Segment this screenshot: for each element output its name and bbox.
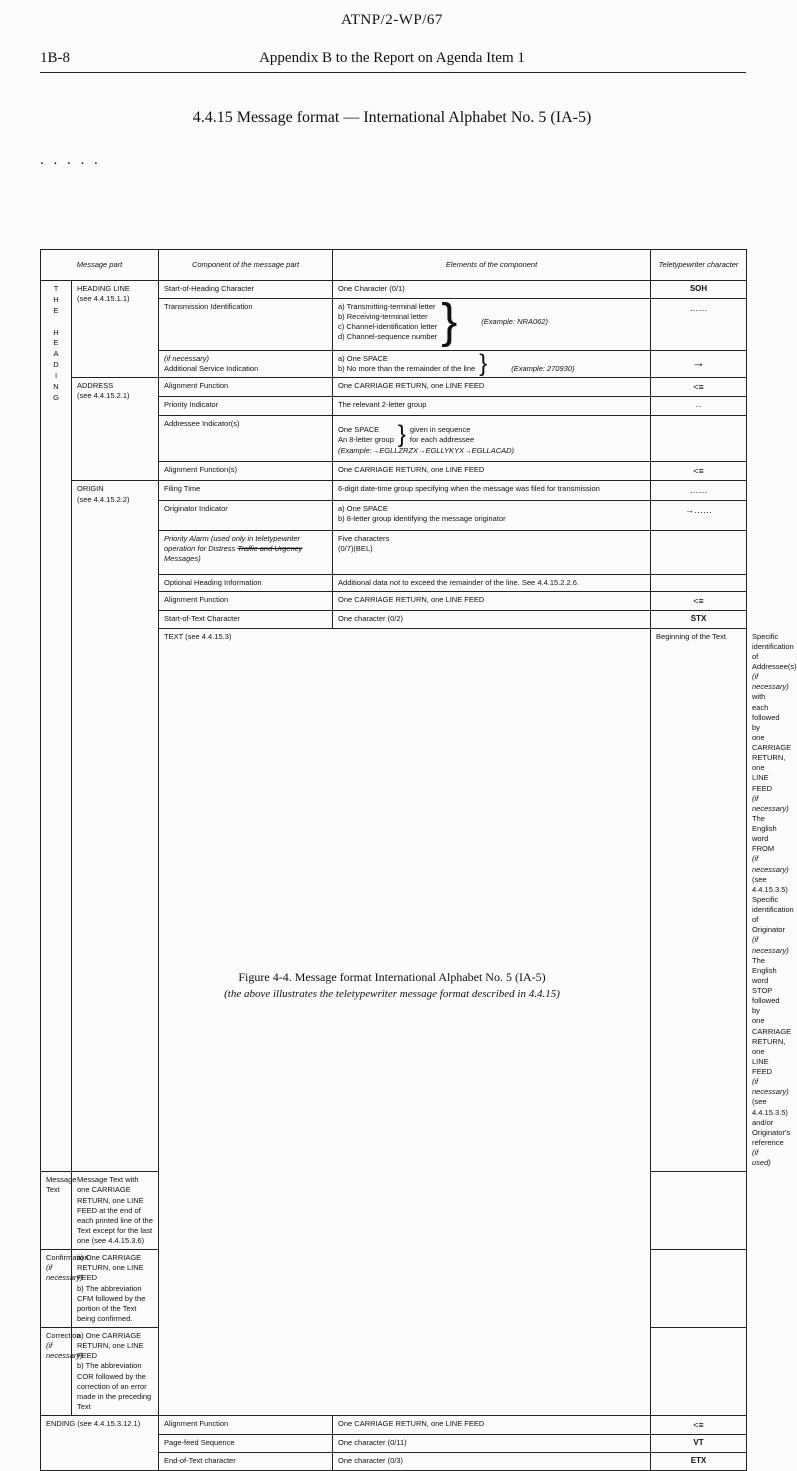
message-format-table: [40, 249, 797, 1471]
heading-vertical-label: T H E H E A D I N G: [41, 281, 72, 1172]
table-row: Correction (if necessary) a) One CARRIAGE RETURN, one LINE FEED b) The abbreviation COR followed by the correction of an error made in the preceding Text: [41, 1328, 747, 1416]
figure-caption: Figure 4-4. Message format International Alphabet No. 5 (IA-5): [238, 970, 546, 984]
header-component: Component of the message part: [159, 250, 333, 281]
table-row: Alignment Function(s) One CARRIAGE RETURN, one LINE FEED <≡: [41, 462, 747, 481]
table-row: ENDING (see 4.4.15.3.12.1) Alignment Function One CARRIAGE RETURN, one LINE FEED <≡: [41, 1416, 747, 1435]
table-row: End-of-Text character One character (0/3) ETX: [41, 1452, 747, 1470]
table-header-row: [41, 250, 747, 281]
table-row: ADDRESS (see 4.4.15.2.1) Alignment Function One CARRIAGE RETURN, one LINE FEED <≡: [41, 378, 747, 397]
table-row: Priority Alarm (used only in teletypewriter operation for Distress Traffic and Urgency Messages) Five characters (0/7)(BEL): [41, 530, 747, 574]
figure-subcaption: (the above illustrates the teletypewriter message format described in 4.4.15): [224, 988, 560, 1000]
table-row: ORIGIN (see 4.4.15.2.2) Filing Time 6-digit date-time group specifying when the message was filed for transmission ……: [41, 481, 747, 500]
text-part: TEXT (see 4.4.15.3): [159, 628, 651, 1415]
table-row: Priority Indicator The relevant 2-letter group ··: [41, 397, 747, 416]
table-row: T H E H E A D I N G HEADING LINE (see 4.4.15.1.1) Start-of-Heading Character One Character (0/1) SOH: [41, 281, 747, 299]
table-row: Addressee Indicator(s) One SPACE An 8-letter group } given in sequence for each addressee (Example:→EGLLZRZX→EGLLYKYX→EGLLACAD): [41, 416, 747, 462]
table-row: Start-of-Text Character One character (0/2) STX: [41, 610, 747, 628]
header-rule: [40, 72, 746, 73]
table-row: Message Text Message Text with one CARRIAGE RETURN, one LINE FEED at the end of each printed line of the Text except for the last one (see 4.4.15.3.6): [41, 1172, 747, 1250]
table-row: Page-feed Sequence One character (0/11) VT: [41, 1435, 747, 1453]
table-row: (if necessary) Additional Service Indication a) One SPACE b) No more than the remainder of the line } (Example: 270930) →: [41, 350, 747, 377]
table-row: Originator Indicator a) One SPACE b) 8-letter group identifying the message originator →……: [41, 500, 747, 530]
address-part: ADDRESS (see 4.4.15.2.1): [72, 378, 159, 481]
section-title: 4.4.15 Message format — International Alphabet No. 5 (IA-5): [192, 109, 592, 126]
ellipsis: . . . . .: [40, 152, 101, 168]
table-row: Confirmation (if necessary) a) One CARRIAGE RETURN, one LINE FEED b) The abbreviation CFM followed by the portion of the Text being confirmed.: [41, 1250, 747, 1328]
header-message-part: Message part: [41, 250, 159, 281]
header-elements: Elements of the component: [333, 250, 651, 281]
document-reference: ATNP/2-WP/67: [341, 12, 443, 28]
heading-line-part: HEADING LINE (see 4.4.15.1.1): [72, 281, 159, 378]
header-character: Teletypewriter character: [651, 250, 747, 281]
table-row: Transmission Identification a) Transmitting-terminal letter b) Receiving-terminal letter c) Channel-identification letter d) Channel-sequence number } (Example: NRA062) ……: [41, 298, 747, 350]
appendix-heading: Appendix B to the Report on Agenda Item 1: [259, 50, 525, 66]
table-row: Alignment Function One CARRIAGE RETURN, one LINE FEED <≡: [41, 591, 747, 610]
origin-part: ORIGIN (see 4.4.15.2.2): [72, 481, 159, 1172]
ending-part: ENDING (see 4.4.15.3.12.1): [41, 1416, 159, 1471]
table-row: TEXT (see 4.4.15.3) Beginning of the Text Specific identification of Addressee(s) (if necessary) with each followed by one CARRIAGE RETURN, one LINE FEED (if necessary) The English word FROM (if necessary)(see 4.4.15.3.5) Specific identification of Originator (if necessary) The English word STOP followed by one CARRIAGE RETURN, one LINE FEED (if necessary) (see 4.4.15.3.5) and/or Originator's reference (if used): [41, 628, 747, 1172]
table-row: Optional Heading Information Additional data not to exceed the remainder of the line. See 4.4.15.2.2.6.: [41, 574, 747, 591]
page-number: 1B-8: [40, 50, 70, 66]
